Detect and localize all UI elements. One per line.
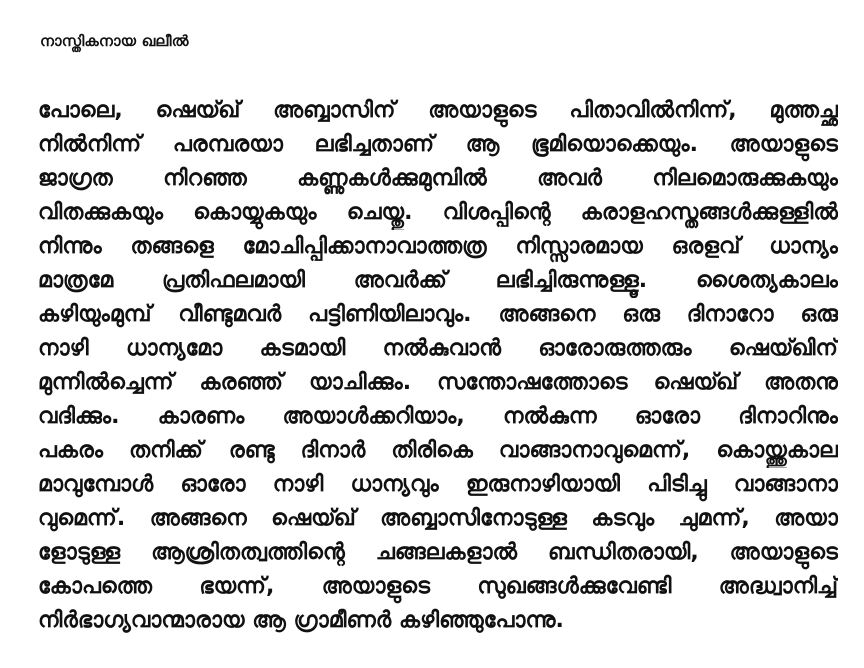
text-line: പകരം തനിക്ക് രണ്ടു ദിനാർ തിരികെ വാങ്ങാനാവുമെന്ന്, കൊയ്ത്തുകാല [38, 438, 838, 463]
text-line: വിതക്കുകയും കൊയ്യുകയും ചെയ്തു. വിശപ്പിന്റെ കരാളഹസ്തങ്ങൾക്കുള്ളിൽ [38, 200, 838, 225]
text-line: മുന്നിൽച്ചെന്ന് കരഞ്ഞ് യാചിക്കും. സന്തോഷത്തോടെ ഷെയ്ഖ് അതനു [38, 370, 838, 395]
text-line: മാവുമ്പോൾ ഓരോ നാഴി ധാന്യവും ഇരുനാഴിയായി പിടിച്ചു വാങ്ങാനാ [38, 472, 838, 497]
text-line: മാത്രമേ പ്രതിഫലമായി അവർക്ക് ലഭിച്ചിരുന്നുള്ളൂ. ശൈത്യകാലം [38, 268, 838, 293]
text-line-last: നിർഭാഗ്യവാന്മാരായ ആ ഗ്രാമീണർ കഴിഞ്ഞുപോന്നു. [38, 608, 565, 633]
text-line: വുമെന്ന്. അങ്ങനെ ഷെയ്ഖ് അബ്ബാസിനോടുള്ള കടവും ചുമന്ന്, അയാ [38, 506, 838, 531]
text-line: ജാഗ്രത നിറഞ്ഞ കണ്ണുകൾക്കുമുമ്പിൽ അവർ നിലമൊരുക്കുകയും [38, 166, 838, 191]
text-line: കോപത്തെ ഭയന്ന്, അയാളുടെ സുഖങ്ങൾക്കുവേണ്ടി അദ്ധ്വാനിച്ച് [38, 574, 838, 599]
text-line: പോലെ, ഷെയ്ഖ് അബ്ബാസിന് അയാളുടെ പിതാവിൽനിന്ന്, മുത്തച്ഛ [38, 98, 838, 123]
text-line: ളോടുള്ള ആശ്രിതത്വത്തിന്റെ ചങ്ങലകളാൽ ബന്ധിതരായി, അയാളുടെ [38, 540, 838, 565]
text-line: വദിക്കും. കാരണം അയാൾക്കറിയാം, നൽകുന്ന ഓരോ ദിനാറിനും [38, 404, 838, 429]
text-line: കഴിയുംമുമ്പ് വീണ്ടുമവർ പട്ടിണിയിലാവും. അങ്ങനെ ഒരു ദിനാറോ ഒരു [38, 302, 838, 327]
text-line: നാഴി ധാന്യമോ കടമായി നൽകുവാൻ ഓരോരുത്തരും ഷെയ്ഖിന് [38, 336, 838, 361]
text-line: നിൽനിന്ന് പരമ്പരയാ ലഭിച്ചതാണ് ആ ഭൂമിയൊക്കെയും. അയാളുടെ [38, 132, 838, 157]
running-header: നാസ്തികനായ ഖലീൽ [40, 32, 189, 50]
body-paragraph [38, 94, 838, 638]
text-line: നിന്നും തങ്ങളെ മോചിപ്പിക്കാനാവാത്തത്ര നിസ്സാരമായ ഒരളവ് ധാന്യം [38, 234, 838, 259]
